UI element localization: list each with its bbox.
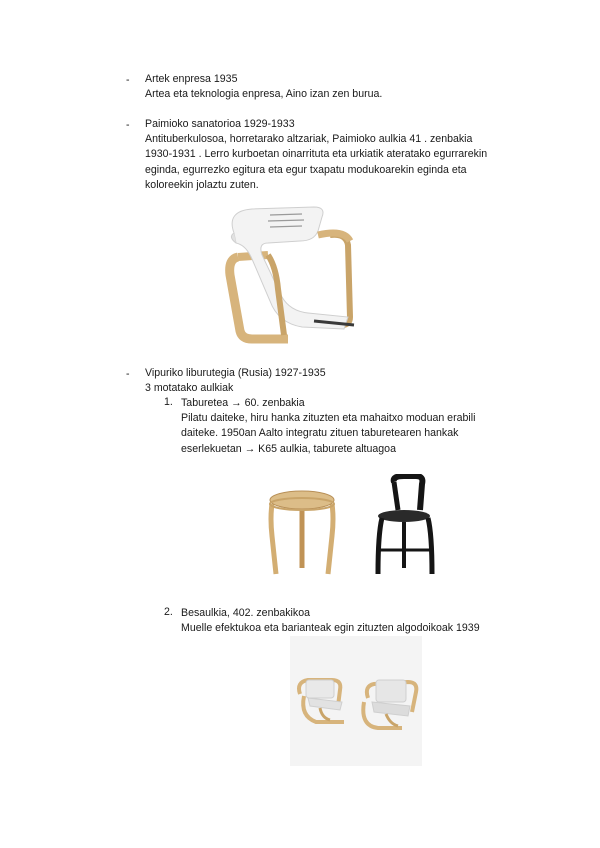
section-line: 1930-1931 . Lerro kurboetan oinarrituta eta urkiatik ateratako egurrarekin <box>145 148 488 161</box>
section-line: 3 motatako aulkiak <box>145 382 234 395</box>
item-title: Besaulkia, 402. zenbakikoa <box>181 607 310 619</box>
bullet-dash: - <box>126 368 130 380</box>
item-title: Taburetea → 60. zenbakia <box>181 397 305 409</box>
list-number: 2. <box>164 606 173 618</box>
section-title: Paimioko sanatorioa 1929-1933 <box>145 118 295 130</box>
section-line: eginda, egurrezko egitura eta egur txapatu modukoarekin eginda eta <box>145 163 467 176</box>
section-title: Vipuriko liburutegia (Rusia) 1927-1935 <box>145 367 326 379</box>
list-item-taburetea <box>181 396 475 457</box>
section-artek <box>145 72 382 102</box>
bullet-dash: - <box>126 119 130 131</box>
item-line: daiteke. 1950an Aalto integratu zituen taburetearen hankak <box>181 427 459 440</box>
section-line: Antituberkulosoa, horretarako altzariak, Paimioko aulkia 41 . zenbakia <box>145 133 473 146</box>
bullet-dash: - <box>126 74 130 86</box>
section-line: Artea eta teknologia enpresa, Aino izan zen burua. <box>145 88 383 101</box>
stool-60-image <box>262 482 342 582</box>
list-number: 1. <box>164 396 173 408</box>
k65-chair-image <box>370 474 440 582</box>
armchair-402-image <box>290 636 422 766</box>
section-line: koloreekin jolaztu zuten. <box>145 178 259 191</box>
section-title: Artek enpresa 1935 <box>145 73 238 85</box>
item-line: Pilatu daiteke, hiru hanka zituzten eta mahaitxo moduan erabili <box>181 412 476 425</box>
section-paimio <box>145 117 487 193</box>
item-line: eserlekuetan → K65 aulkia, taburete altuagoa <box>181 442 396 455</box>
item-line: Muelle efektukoa eta barianteak egin zituzten algodoikoak 1939 <box>181 622 480 635</box>
paimio-chair-image <box>218 197 378 347</box>
list-item-besaulkia <box>181 606 480 636</box>
section-vipuri <box>145 366 326 396</box>
